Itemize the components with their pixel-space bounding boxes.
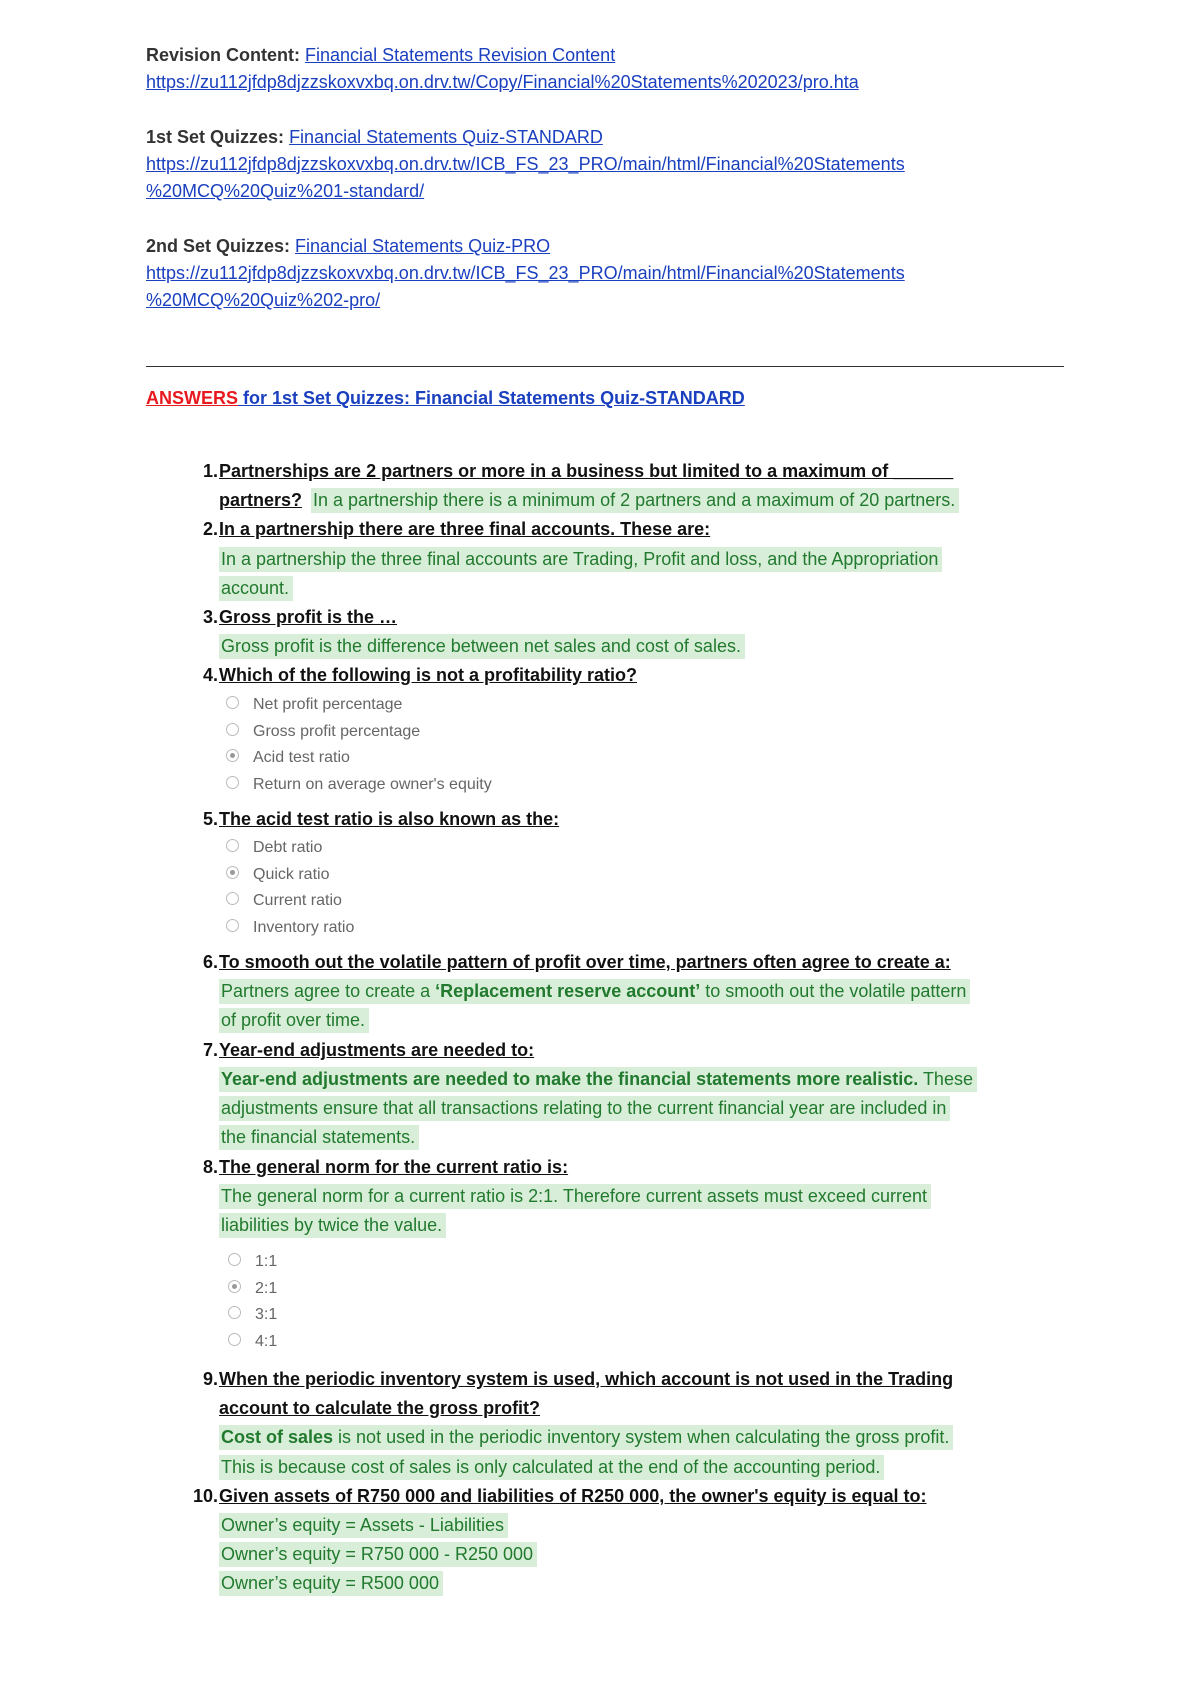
q4-text: Which of the following is not a profitability ratio?	[219, 665, 637, 685]
set1-link[interactable]: Financial Statements Quiz-STANDARD	[289, 127, 603, 147]
set2-url-line1	[146, 260, 905, 287]
q9-number: 9.	[202, 1369, 218, 1389]
q5-number: 5.	[202, 809, 218, 829]
set2-url-part1[interactable]: https://zu112jfdp8djzzskoxvxbq.on.drv.tw/ICB_FS_23_PRO/main/html/Financial%20Statements	[146, 263, 905, 283]
q10-answer-line2: Owner’s equity = R750 000 - R250 000	[219, 1541, 537, 1568]
q9-text-line1: When the periodic inventory system is used, which account is not used in the Trading	[219, 1369, 954, 1389]
radio-icon[interactable]	[228, 1253, 241, 1266]
set2-link[interactable]: Financial Statements Quiz-PRO	[295, 236, 551, 256]
set1-url-line2	[146, 178, 424, 205]
q8-option-4[interactable]: 4:1	[228, 1329, 277, 1355]
set1-url-part1[interactable]: https://zu112jfdp8djzzskoxvxbq.on.drv.tw/ICB_FS_23_PRO/main/html/Financial%20Statements	[146, 154, 905, 174]
q9-answer-line1: Cost of sales is not used in the periodic inventory system when calculating the gross profit.	[219, 1424, 953, 1451]
revision-url[interactable]: https://zu112jfdp8djzzskoxvxbq.on.drv.tw/Copy/Financial%20Statements%202023/pro.hta	[146, 72, 859, 92]
q4-option-4[interactable]: Return on average owner's equity	[226, 772, 492, 798]
revision-content-line	[146, 42, 615, 69]
revision-label: Revision Content:	[146, 45, 301, 65]
radio-selected-icon[interactable]	[226, 749, 239, 762]
q8-option-1[interactable]: 1:1	[228, 1249, 277, 1275]
set2-line	[146, 233, 550, 260]
q1-number: 1.	[202, 461, 218, 481]
q4-option-2[interactable]: Gross profit percentage	[226, 719, 420, 745]
q5-option-1[interactable]: Debt ratio	[226, 835, 322, 861]
q1-text-line1: Partnerships are 2 partners or more in a business but limited to a maximum of ______	[219, 461, 954, 481]
answers-word: ANSWERS	[146, 388, 239, 408]
radio-icon[interactable]	[226, 839, 239, 852]
q8-answer-line2: liabilities by twice the value.	[219, 1212, 446, 1239]
q10-number: 10.	[192, 1486, 218, 1506]
revision-url-line	[146, 69, 859, 96]
radio-icon[interactable]	[226, 696, 239, 709]
radio-icon[interactable]	[226, 776, 239, 789]
set1-url-part2[interactable]: %20MCQ%20Quiz%201-standard/	[146, 181, 425, 201]
radio-selected-icon[interactable]	[226, 866, 239, 879]
q8-text: The general norm for the current ratio is:	[219, 1157, 569, 1177]
q6-answer-line1: Partners agree to create a ‘Replacement reserve account’ to smooth out the volatile pattern	[219, 978, 970, 1005]
q2-answer-line2: account.	[219, 575, 293, 602]
answers-heading	[146, 385, 745, 412]
q7-answer-line2: adjustments ensure that all transactions relating to the current financial year are included in	[219, 1095, 950, 1122]
set2-label: 2nd Set Quizzes:	[146, 236, 291, 256]
radio-icon[interactable]	[226, 919, 239, 932]
q5-option-4[interactable]: Inventory ratio	[226, 915, 354, 941]
set1-line	[146, 124, 603, 151]
radio-selected-icon[interactable]	[228, 1280, 241, 1293]
q1-answer: In a partnership there is a minimum of 2 partners and a maximum of 20 partners.	[311, 487, 959, 514]
q9-text-line2: account to calculate the gross profit?	[219, 1398, 541, 1418]
q6-number: 6.	[202, 952, 218, 972]
radio-icon[interactable]	[226, 892, 239, 905]
set1-label: 1st Set Quizzes:	[146, 127, 285, 147]
q7-answer-line3: the financial statements.	[219, 1124, 419, 1151]
q3-answer: Gross profit is the difference between net sales and cost of sales.	[219, 633, 745, 660]
horizontal-divider	[146, 366, 1064, 367]
radio-icon[interactable]	[226, 723, 239, 736]
q2-number: 2.	[202, 519, 218, 539]
q10-answer-line1: Owner’s equity = Assets - Liabilities	[219, 1512, 508, 1539]
q3-text: Gross profit is the …	[219, 607, 398, 627]
q6-answer-line2: of profit over time.	[219, 1007, 369, 1034]
radio-icon[interactable]	[228, 1306, 241, 1319]
q7-answer-line1: Year-end adjustments are needed to make the financial statements more realistic. These	[219, 1066, 977, 1093]
q8-number: 8.	[202, 1157, 218, 1177]
q5-option-3[interactable]: Current ratio	[226, 888, 342, 914]
q5-option-2[interactable]: Quick ratio	[226, 862, 329, 888]
q2-text: In a partnership there are three final accounts. These are:	[219, 519, 711, 539]
answers-heading-rest: for 1st Set Quizzes: Financial Statements Quiz-STANDARD	[238, 388, 745, 408]
q4-option-1[interactable]: Net profit percentage	[226, 692, 402, 718]
q7-text: Year-end adjustments are needed to:	[219, 1040, 535, 1060]
q5-text: The acid test ratio is also known as the:	[219, 809, 560, 829]
set1-url-line1	[146, 151, 905, 178]
revision-link[interactable]: Financial Statements Revision Content	[305, 45, 616, 65]
q7-number: 7.	[202, 1040, 218, 1060]
set2-url-part2[interactable]: %20MCQ%20Quiz%202-pro/	[146, 290, 381, 310]
radio-icon[interactable]	[228, 1333, 241, 1346]
q3-number: 3.	[202, 607, 218, 627]
q4-number: 4.	[202, 665, 218, 685]
q8-answer-line1: The general norm for a current ratio is 2:1. Therefore current assets must exceed current	[219, 1183, 931, 1210]
q10-text: Given assets of R750 000 and liabilities of R250 000, the owner's equity is equal to:	[219, 1486, 927, 1506]
q8-option-3[interactable]: 3:1	[228, 1302, 277, 1328]
q10-answer-line3: Owner’s equity = R500 000	[219, 1570, 443, 1597]
set2-url-line2	[146, 287, 380, 314]
q4-option-3[interactable]: Acid test ratio	[226, 745, 350, 771]
q8-option-2[interactable]: 2:1	[228, 1276, 277, 1302]
q1-text-line2: partners?	[219, 490, 303, 510]
q6-text: To smooth out the volatile pattern of profit over time, partners often agree to create a:	[219, 952, 951, 972]
q9-answer-line2: This is because cost of sales is only calculated at the end of the accounting period.	[219, 1454, 884, 1481]
q2-answer-line1: In a partnership the three final accounts are Trading, Profit and loss, and the Appropriation	[219, 546, 942, 573]
